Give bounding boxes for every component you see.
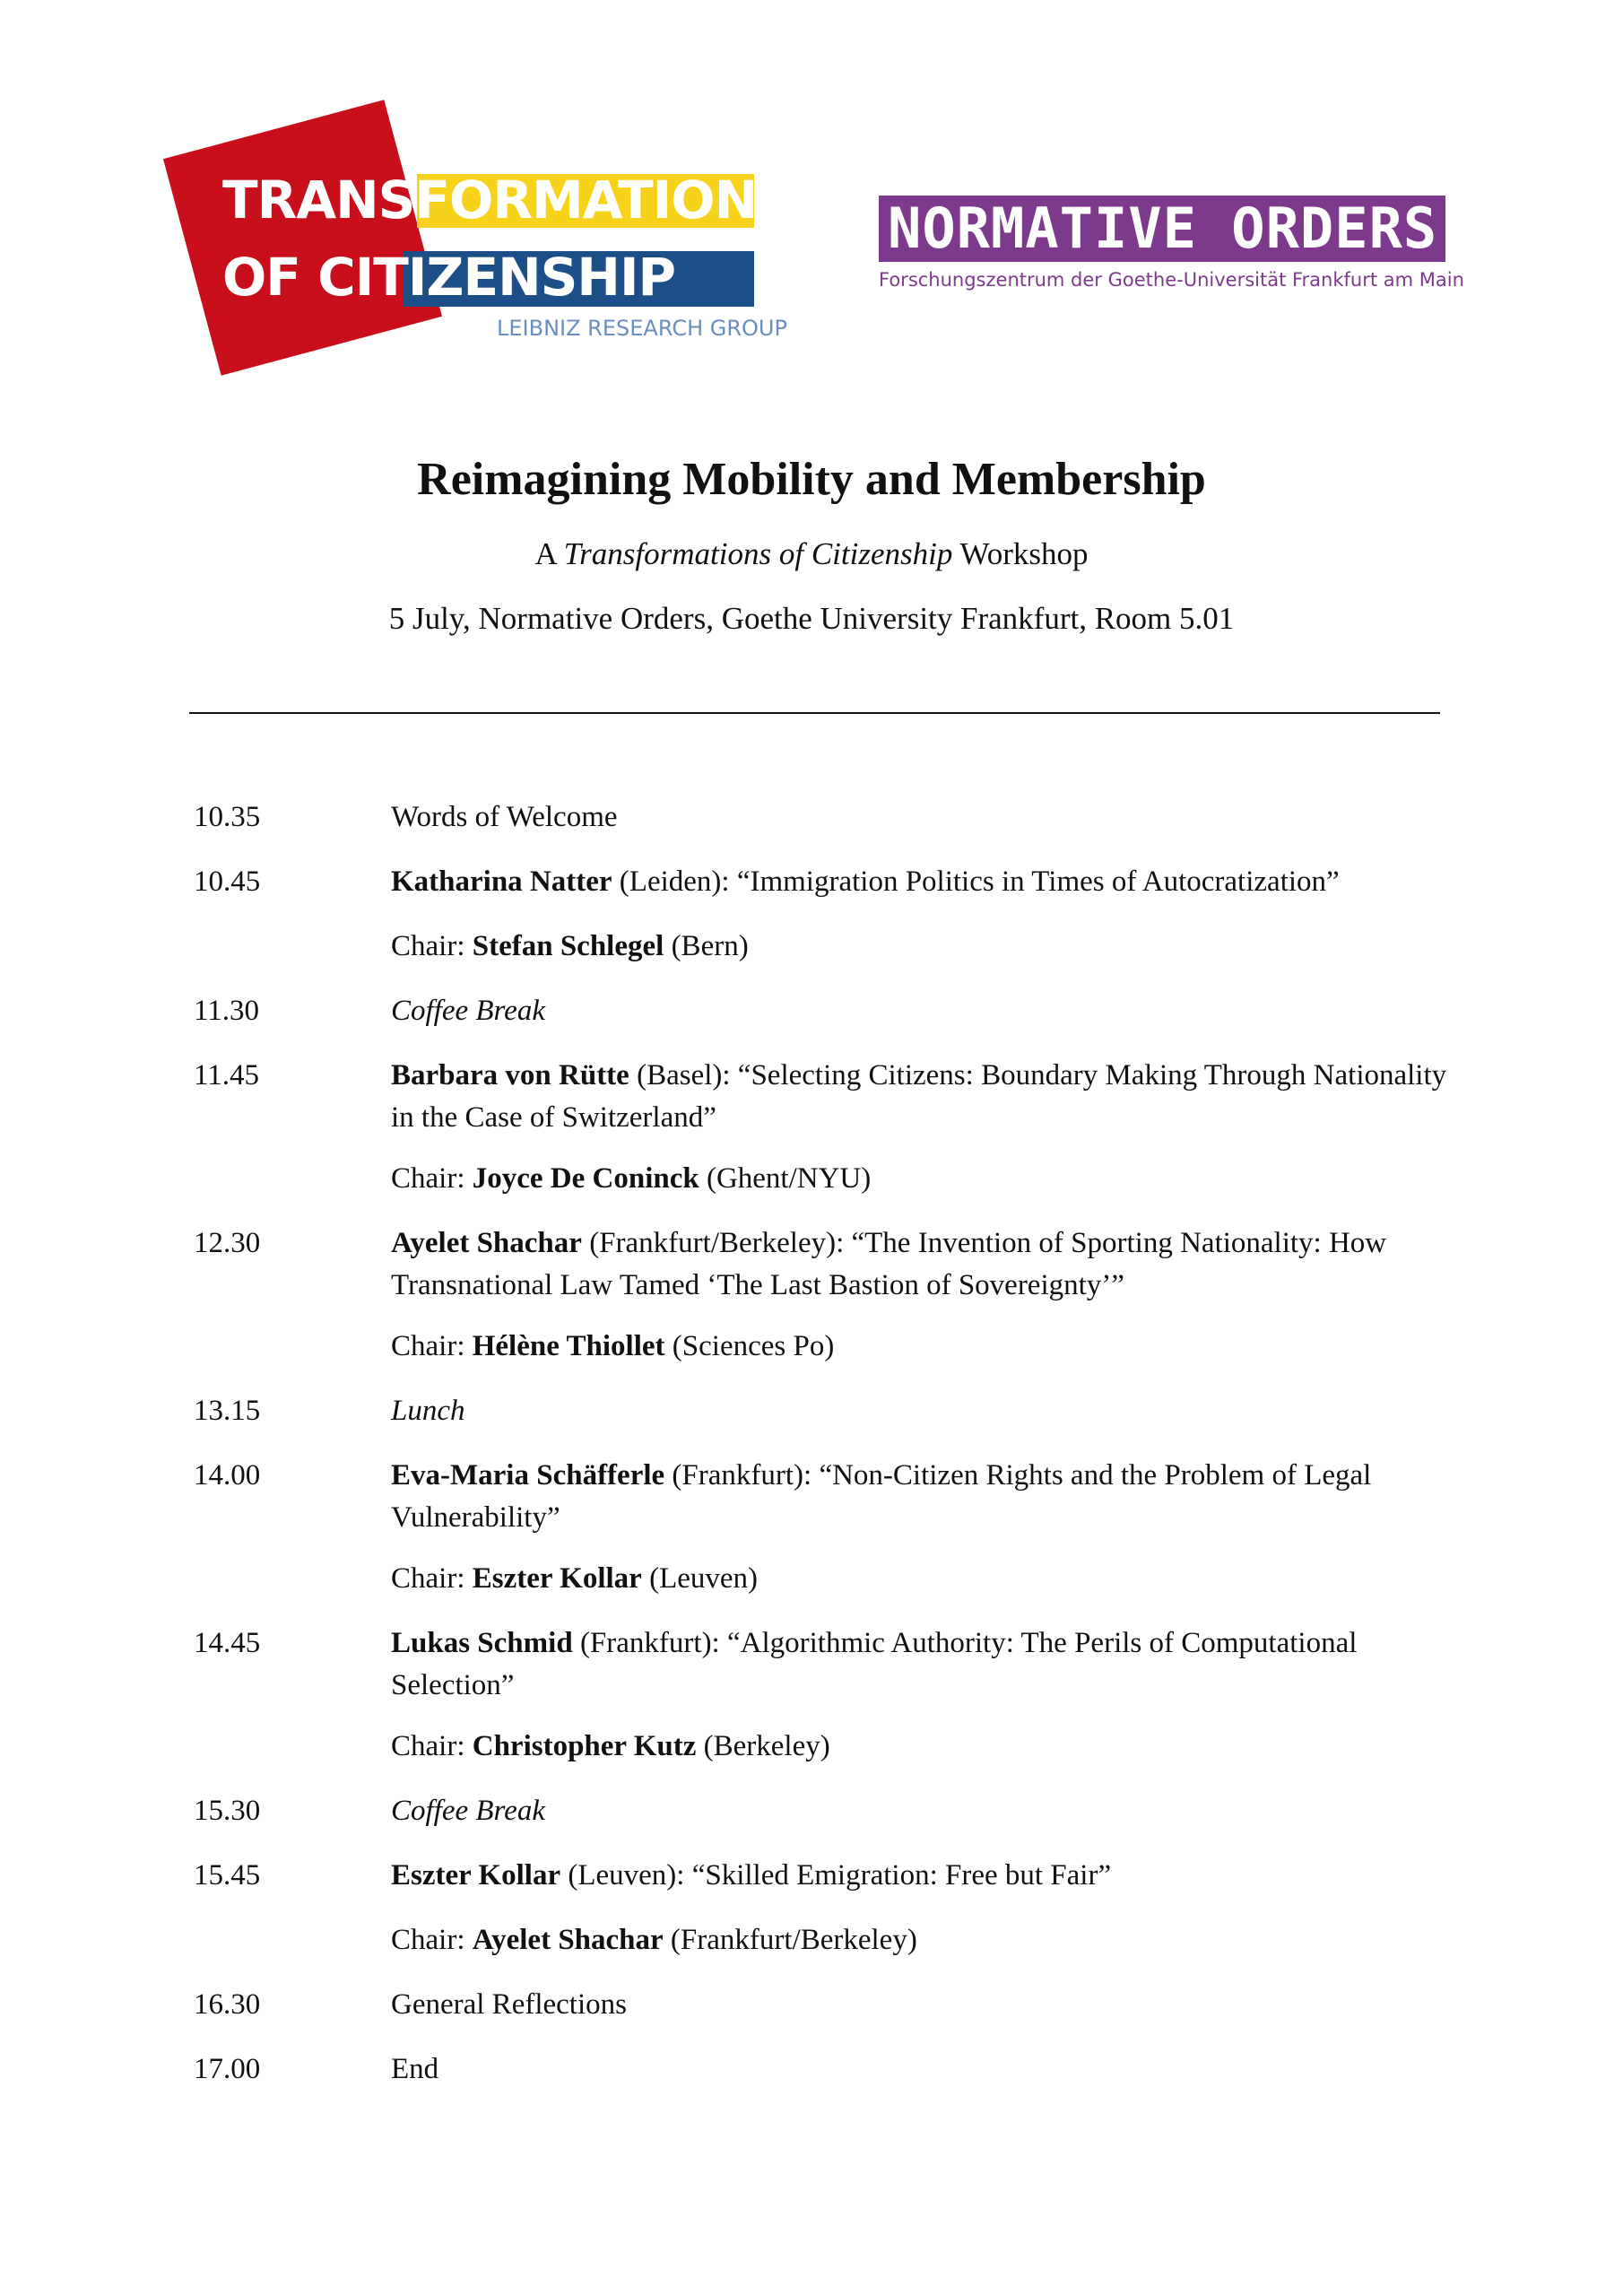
logo-subtitle: LEIBNIZ RESEARCH GROUP [497, 316, 787, 341]
programme-row [0, 2048, 1623, 2091]
time-slot: 11.45 [194, 1059, 260, 1091]
break-label: Lunch [391, 1395, 465, 1427]
programme-row [0, 1790, 1623, 1832]
programme-content [391, 926, 1449, 968]
speaker-name: Eszter Kollar [391, 1859, 561, 1892]
programme-content [391, 1919, 1449, 1961]
talk-title: “Immigration Politics in Times of Autocratization” [736, 865, 1340, 898]
programme-content [391, 1222, 1449, 1307]
normative-orders-logo [879, 192, 1464, 300]
programme-content [391, 861, 1449, 903]
programme-row [0, 1855, 1623, 1897]
programme-content [391, 1622, 1449, 1707]
subtitle-italic: Transformations of Citizenship [563, 536, 953, 571]
logo-line-2: OF CITIZENSHIP [222, 247, 676, 308]
time-slot: 17.00 [194, 2053, 261, 2085]
programme-row [0, 1326, 1623, 1368]
chair-name: Eszter Kollar [472, 1562, 642, 1595]
time-slot: 16.30 [194, 1988, 261, 2021]
break-label: Coffee Break [391, 1795, 545, 1827]
time-slot: 13.15 [194, 1395, 261, 1427]
speaker-affiliation: (Frankfurt): [664, 1459, 820, 1492]
transformations-of-citizenship-logo [169, 100, 794, 370]
subtitle-suffix: Workshop [952, 536, 1089, 571]
speaker-name: Ayelet Shachar [391, 1227, 582, 1259]
programme-content [391, 1455, 1449, 1539]
speaker-affiliation: (Frankfurt): [572, 1627, 727, 1659]
time-slot: 10.35 [194, 801, 261, 833]
logo-name: NORMATIVE ORDERS [888, 196, 1438, 261]
talk-title: “Algorithmic Authority: The Perils of Computational Selection” [391, 1627, 1358, 1701]
chair-affiliation: (Leuven) [641, 1562, 759, 1595]
chair-name: Ayelet Shachar [472, 1924, 664, 1956]
programme-content [391, 1326, 1449, 1368]
programme-content [391, 796, 1449, 839]
programme-row [0, 990, 1623, 1032]
programme-row [0, 1558, 1623, 1600]
session-text: Words of Welcome [391, 801, 618, 833]
programme-content [391, 1390, 1449, 1432]
talk-title: “The Invention of Sporting Nationality: How Transnational Law Tamed ‘The Last Bastion of Sovereignty’” [391, 1227, 1387, 1301]
programme-row [0, 1158, 1623, 1200]
logo-subtitle: Forschungszentrum der Goethe-Universität Frankfurt am Main [879, 269, 1464, 291]
programme-content [391, 1726, 1449, 1768]
time-slot: 11.30 [194, 995, 260, 1027]
programme-row [0, 1390, 1623, 1432]
speaker-name: Eva-Maria Schäfferle [391, 1459, 665, 1492]
subtitle-prefix: A [534, 536, 564, 571]
dateline: 5 July, Normative Orders, Goethe University Frankfurt, Room 5.01 [388, 601, 1235, 636]
programme-content [391, 2048, 1449, 2091]
chair-affiliation: (Berkeley) [696, 1730, 830, 1762]
talk-title: “Non-Citizen Rights and the Problem of Legal Vulnerability” [391, 1459, 1372, 1534]
speaker-affiliation: (Frankfurt/Berkeley): [581, 1227, 852, 1259]
programme-content [391, 1855, 1449, 1897]
speaker-affiliation: (Basel): [629, 1059, 738, 1091]
speaker-affiliation: (Leiden): [612, 865, 737, 898]
document-subtitle [0, 536, 1623, 572]
time-slot: 15.45 [194, 1859, 261, 1892]
programme-row [0, 861, 1623, 903]
programme-row [0, 1919, 1623, 1961]
programme-row [0, 1622, 1623, 1707]
chair-name: Christopher Kutz [472, 1730, 697, 1762]
speaker-name: Lukas Schmid [391, 1627, 573, 1659]
horizontal-rule [189, 712, 1440, 714]
chair-affiliation: (Bern) [664, 930, 749, 962]
talk-title: “Skilled Emigration: Free but Fair” [691, 1859, 1112, 1892]
programme-content [391, 1055, 1449, 1139]
time-slot: 15.30 [194, 1795, 261, 1827]
time-slot: 14.45 [194, 1627, 261, 1659]
programme-content [391, 1558, 1449, 1600]
chair-affiliation: (Ghent/NYU) [699, 1162, 872, 1195]
programme-row [0, 1726, 1623, 1768]
chair-name: Hélène Thiollet [472, 1330, 665, 1362]
session-text: General Reflections [391, 1988, 627, 2021]
time-slot: 14.00 [194, 1459, 261, 1492]
chair-label: Chair: [391, 930, 473, 962]
time-slot: 10.45 [194, 865, 261, 898]
break-label: Coffee Break [391, 995, 545, 1027]
time-slot: 12.30 [194, 1227, 261, 1259]
programme-content [391, 1790, 1449, 1832]
chair-label: Chair: [391, 1562, 473, 1595]
chair-label: Chair: [391, 1162, 473, 1195]
document-title: Reimagining Mobility and Membership [417, 454, 1206, 505]
chair-label: Chair: [391, 1330, 473, 1362]
talk-title: “Selecting Citizens: Boundary Making Through Nationality in the Case of Switzerland” [391, 1059, 1447, 1134]
chair-affiliation: (Frankfurt/Berkeley) [663, 1924, 917, 1956]
chair-label: Chair: [391, 1924, 473, 1956]
programme-content [391, 1158, 1449, 1200]
programme-content [391, 1984, 1449, 2026]
chair-name: Stefan Schlegel [472, 930, 664, 962]
speaker-affiliation: (Leuven): [560, 1859, 692, 1892]
programme-row [0, 1222, 1623, 1307]
programme-row [0, 1984, 1623, 2026]
chair-affiliation: (Sciences Po) [664, 1330, 835, 1362]
programme-row [0, 1055, 1623, 1139]
speaker-name: Katharina Natter [391, 865, 612, 898]
session-text: End [391, 2053, 439, 2085]
programme-row [0, 926, 1623, 968]
chair-label: Chair: [391, 1730, 473, 1762]
chair-name: Joyce De Coninck [472, 1162, 699, 1195]
logo-red-square [163, 100, 442, 375]
programme-row [0, 1455, 1623, 1539]
speaker-name: Barbara von Rütte [391, 1059, 629, 1091]
programme-row [0, 796, 1623, 839]
programme-content [391, 990, 1449, 1032]
logo-line-1: TRANSFORMATIONS [222, 170, 794, 230]
